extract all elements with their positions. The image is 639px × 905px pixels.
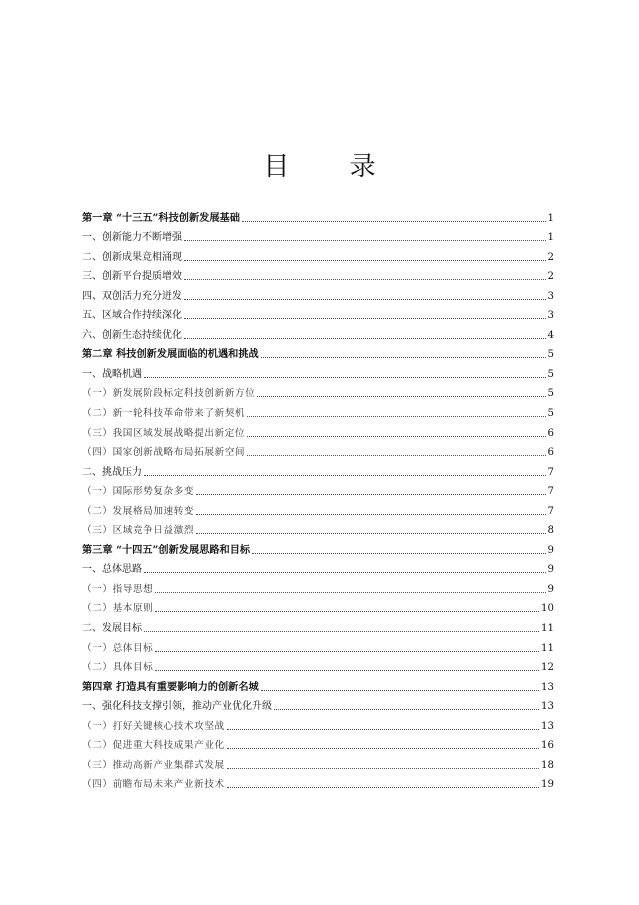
- dot-leader: [196, 493, 545, 495]
- toc-entry-section[interactable]: [82, 459, 554, 479]
- toc-entry-sub[interactable]: [82, 440, 554, 460]
- dot-leader: [155, 650, 539, 652]
- toc-entry-page-number: 6: [547, 427, 554, 439]
- toc-entry-label: （四）前瞻布局未来产业新技术: [82, 779, 225, 791]
- dot-leader: [184, 278, 546, 280]
- toc-entry-chapter[interactable]: [82, 342, 554, 362]
- toc-entry-section[interactable]: [82, 283, 554, 303]
- toc-entry-label: 四、双创活力充分迸发: [82, 290, 182, 302]
- toc-entry-page-number: 8: [547, 525, 554, 537]
- toc-entry-label: （一）打好关键核心技术攻坚战: [82, 720, 225, 732]
- toc-entry-section[interactable]: [82, 264, 554, 284]
- dot-leader: [257, 395, 545, 397]
- dot-leader: [184, 239, 546, 241]
- toc-entry-page-number: 5: [547, 388, 554, 400]
- toc-entry-section[interactable]: [82, 557, 554, 577]
- toc-entry-section[interactable]: [82, 615, 554, 635]
- toc-entry-sub[interactable]: [82, 576, 554, 596]
- toc-entry-label: 一、战略机遇: [82, 368, 142, 380]
- toc-entry-page-number: 3: [547, 310, 554, 322]
- dot-leader: [144, 571, 546, 573]
- toc-entry-page-number: 2: [547, 271, 554, 283]
- toc-entry-sub[interactable]: [82, 772, 554, 792]
- dot-leader: [261, 689, 539, 691]
- toc-entry-sub[interactable]: [82, 498, 554, 518]
- toc-entry-page-number: 7: [547, 505, 554, 517]
- toc-entry-page-number: 19: [541, 779, 554, 791]
- toc-entry-section[interactable]: [82, 361, 554, 381]
- toc-entry-label: 二、创新成果竞相涌现: [82, 251, 182, 263]
- toc-entry-label: （二）具体目标: [82, 662, 154, 674]
- dot-leader: [227, 786, 539, 788]
- toc-entry-label: （二）新一轮科技革命带来了新契机: [82, 408, 246, 420]
- dot-leader: [247, 435, 545, 437]
- toc-entry-label: 第一章 “十三五”科技创新发展基础: [82, 211, 240, 224]
- toc-entry-page-number: 10: [541, 603, 554, 615]
- dot-leader: [196, 513, 545, 515]
- toc-entry-chapter[interactable]: [82, 674, 554, 694]
- toc-entry-label: （二）发展格局加速转变: [82, 505, 195, 517]
- toc-entry-page-number: 4: [547, 329, 554, 341]
- toc-entry-page-number: 1: [547, 232, 554, 244]
- toc-entry-page-number: 5: [547, 408, 554, 420]
- toc-entry-label: 六、创新生态持续优化: [82, 329, 182, 341]
- toc-entry-page-number: 3: [547, 290, 554, 302]
- toc-entry-page-number: 1: [547, 212, 554, 224]
- toc-entry-section[interactable]: [82, 322, 554, 342]
- toc-entry-label: （四）国家创新战略布局拓展新空间: [82, 447, 246, 459]
- toc-entry-label: 二、挑战压力: [82, 466, 142, 478]
- dot-leader: [184, 298, 546, 300]
- toc-entry-label: （一）指导思想: [82, 583, 154, 595]
- dot-leader: [144, 474, 546, 476]
- dot-leader: [247, 415, 545, 417]
- toc-entry-page-number: 13: [541, 681, 554, 693]
- dot-leader: [184, 337, 546, 339]
- toc-entry-page-number: 13: [541, 701, 554, 713]
- toc-entry-sub[interactable]: [82, 479, 554, 499]
- toc-entry-page-number: 18: [541, 759, 554, 771]
- dot-leader: [155, 591, 545, 593]
- toc-entry-section[interactable]: [82, 694, 554, 714]
- toc-entry-page-number: 5: [547, 349, 554, 361]
- toc-entry-page-number: 6: [547, 447, 554, 459]
- dot-leader: [227, 728, 539, 730]
- toc-title: 目 录: [263, 152, 402, 182]
- toc-entry-chapter[interactable]: [82, 205, 554, 225]
- toc-entry-label: 一、创新能力不断增强: [82, 232, 182, 244]
- toc-entry-label: 三、创新平台提质增效: [82, 271, 182, 283]
- dot-leader: [155, 610, 539, 612]
- toc-entry-section[interactable]: [82, 303, 554, 323]
- toc-entry-sub[interactable]: [82, 713, 554, 733]
- toc-entry-page-number: 16: [541, 740, 554, 752]
- toc-entry-sub[interactable]: [82, 420, 554, 440]
- dot-leader: [252, 552, 545, 554]
- toc-entry-label: 第三章 “十四五”创新发展思路和目标: [82, 543, 251, 556]
- toc-entry-sub[interactable]: [82, 596, 554, 616]
- toc-entry-label: 二、发展目标: [82, 623, 142, 635]
- toc-entry-sub[interactable]: [82, 400, 554, 420]
- toc-entry-label: 第四章 打造具有重要影响力的创新名城: [82, 680, 259, 693]
- toc-entry-page-number: 5: [547, 368, 554, 380]
- toc-entry-label: （二）促进重大科技成果产业化: [82, 740, 225, 752]
- toc-entry-label: （二）基本原则: [82, 603, 154, 615]
- toc-entry-page-number: 7: [547, 466, 554, 478]
- toc-entry-page-number: 9: [547, 564, 554, 576]
- toc-entry-page-number: 12: [541, 662, 554, 674]
- toc-entry-page-number: 13: [541, 720, 554, 732]
- toc-entry-sub[interactable]: [82, 381, 554, 401]
- toc-entry-page-number: 2: [547, 251, 554, 263]
- toc-entry-section[interactable]: [82, 244, 554, 264]
- dot-leader: [242, 220, 546, 222]
- table-of-contents: [82, 205, 554, 791]
- toc-entry-label: 一、强化科技支撑引领，推动产业优化升级: [82, 701, 272, 713]
- toc-entry-sub[interactable]: [82, 635, 554, 655]
- toc-entry-label: 一、总体思路: [82, 564, 142, 576]
- toc-entry-label: 第二章 科技创新发展面临的机遇和挑战: [82, 348, 259, 361]
- dot-leader: [144, 376, 546, 378]
- toc-entry-sub[interactable]: [82, 752, 554, 772]
- toc-entry-label: 五、区域合作持续深化: [82, 310, 182, 322]
- dot-leader: [155, 669, 539, 671]
- toc-entry-label: （三）区域竞争日益激烈: [82, 525, 195, 537]
- toc-entry-page-number: 11: [541, 642, 554, 654]
- dot-leader: [227, 767, 539, 769]
- toc-entry-page-number: 9: [547, 544, 554, 556]
- toc-entry-sub[interactable]: [82, 518, 554, 538]
- dot-leader: [184, 259, 546, 261]
- dot-leader: [227, 747, 539, 749]
- dot-leader: [261, 356, 546, 358]
- toc-entry-page-number: 7: [547, 486, 554, 498]
- dot-leader: [196, 532, 545, 534]
- toc-entry-sub[interactable]: [82, 655, 554, 675]
- toc-entry-chapter[interactable]: [82, 537, 554, 557]
- dot-leader: [274, 708, 539, 710]
- toc-entry-label: （三）推动高新产业集群式发展: [82, 759, 225, 771]
- dot-leader: [184, 317, 546, 319]
- toc-entry-section[interactable]: [82, 225, 554, 245]
- dot-leader: [247, 454, 545, 456]
- dot-leader: [144, 630, 539, 632]
- toc-entry-page-number: 9: [547, 583, 554, 595]
- toc-entry-label: （一）新发展阶段标定科技创新新方位: [82, 388, 256, 400]
- toc-entry-sub[interactable]: [82, 733, 554, 753]
- toc-entry-label: （一）国际形势复杂多变: [82, 486, 195, 498]
- toc-entry-label: （三）我国区域发展战略提出新定位: [82, 427, 246, 439]
- toc-entry-page-number: 11: [541, 623, 554, 635]
- toc-entry-label: （一）总体目标: [82, 642, 154, 654]
